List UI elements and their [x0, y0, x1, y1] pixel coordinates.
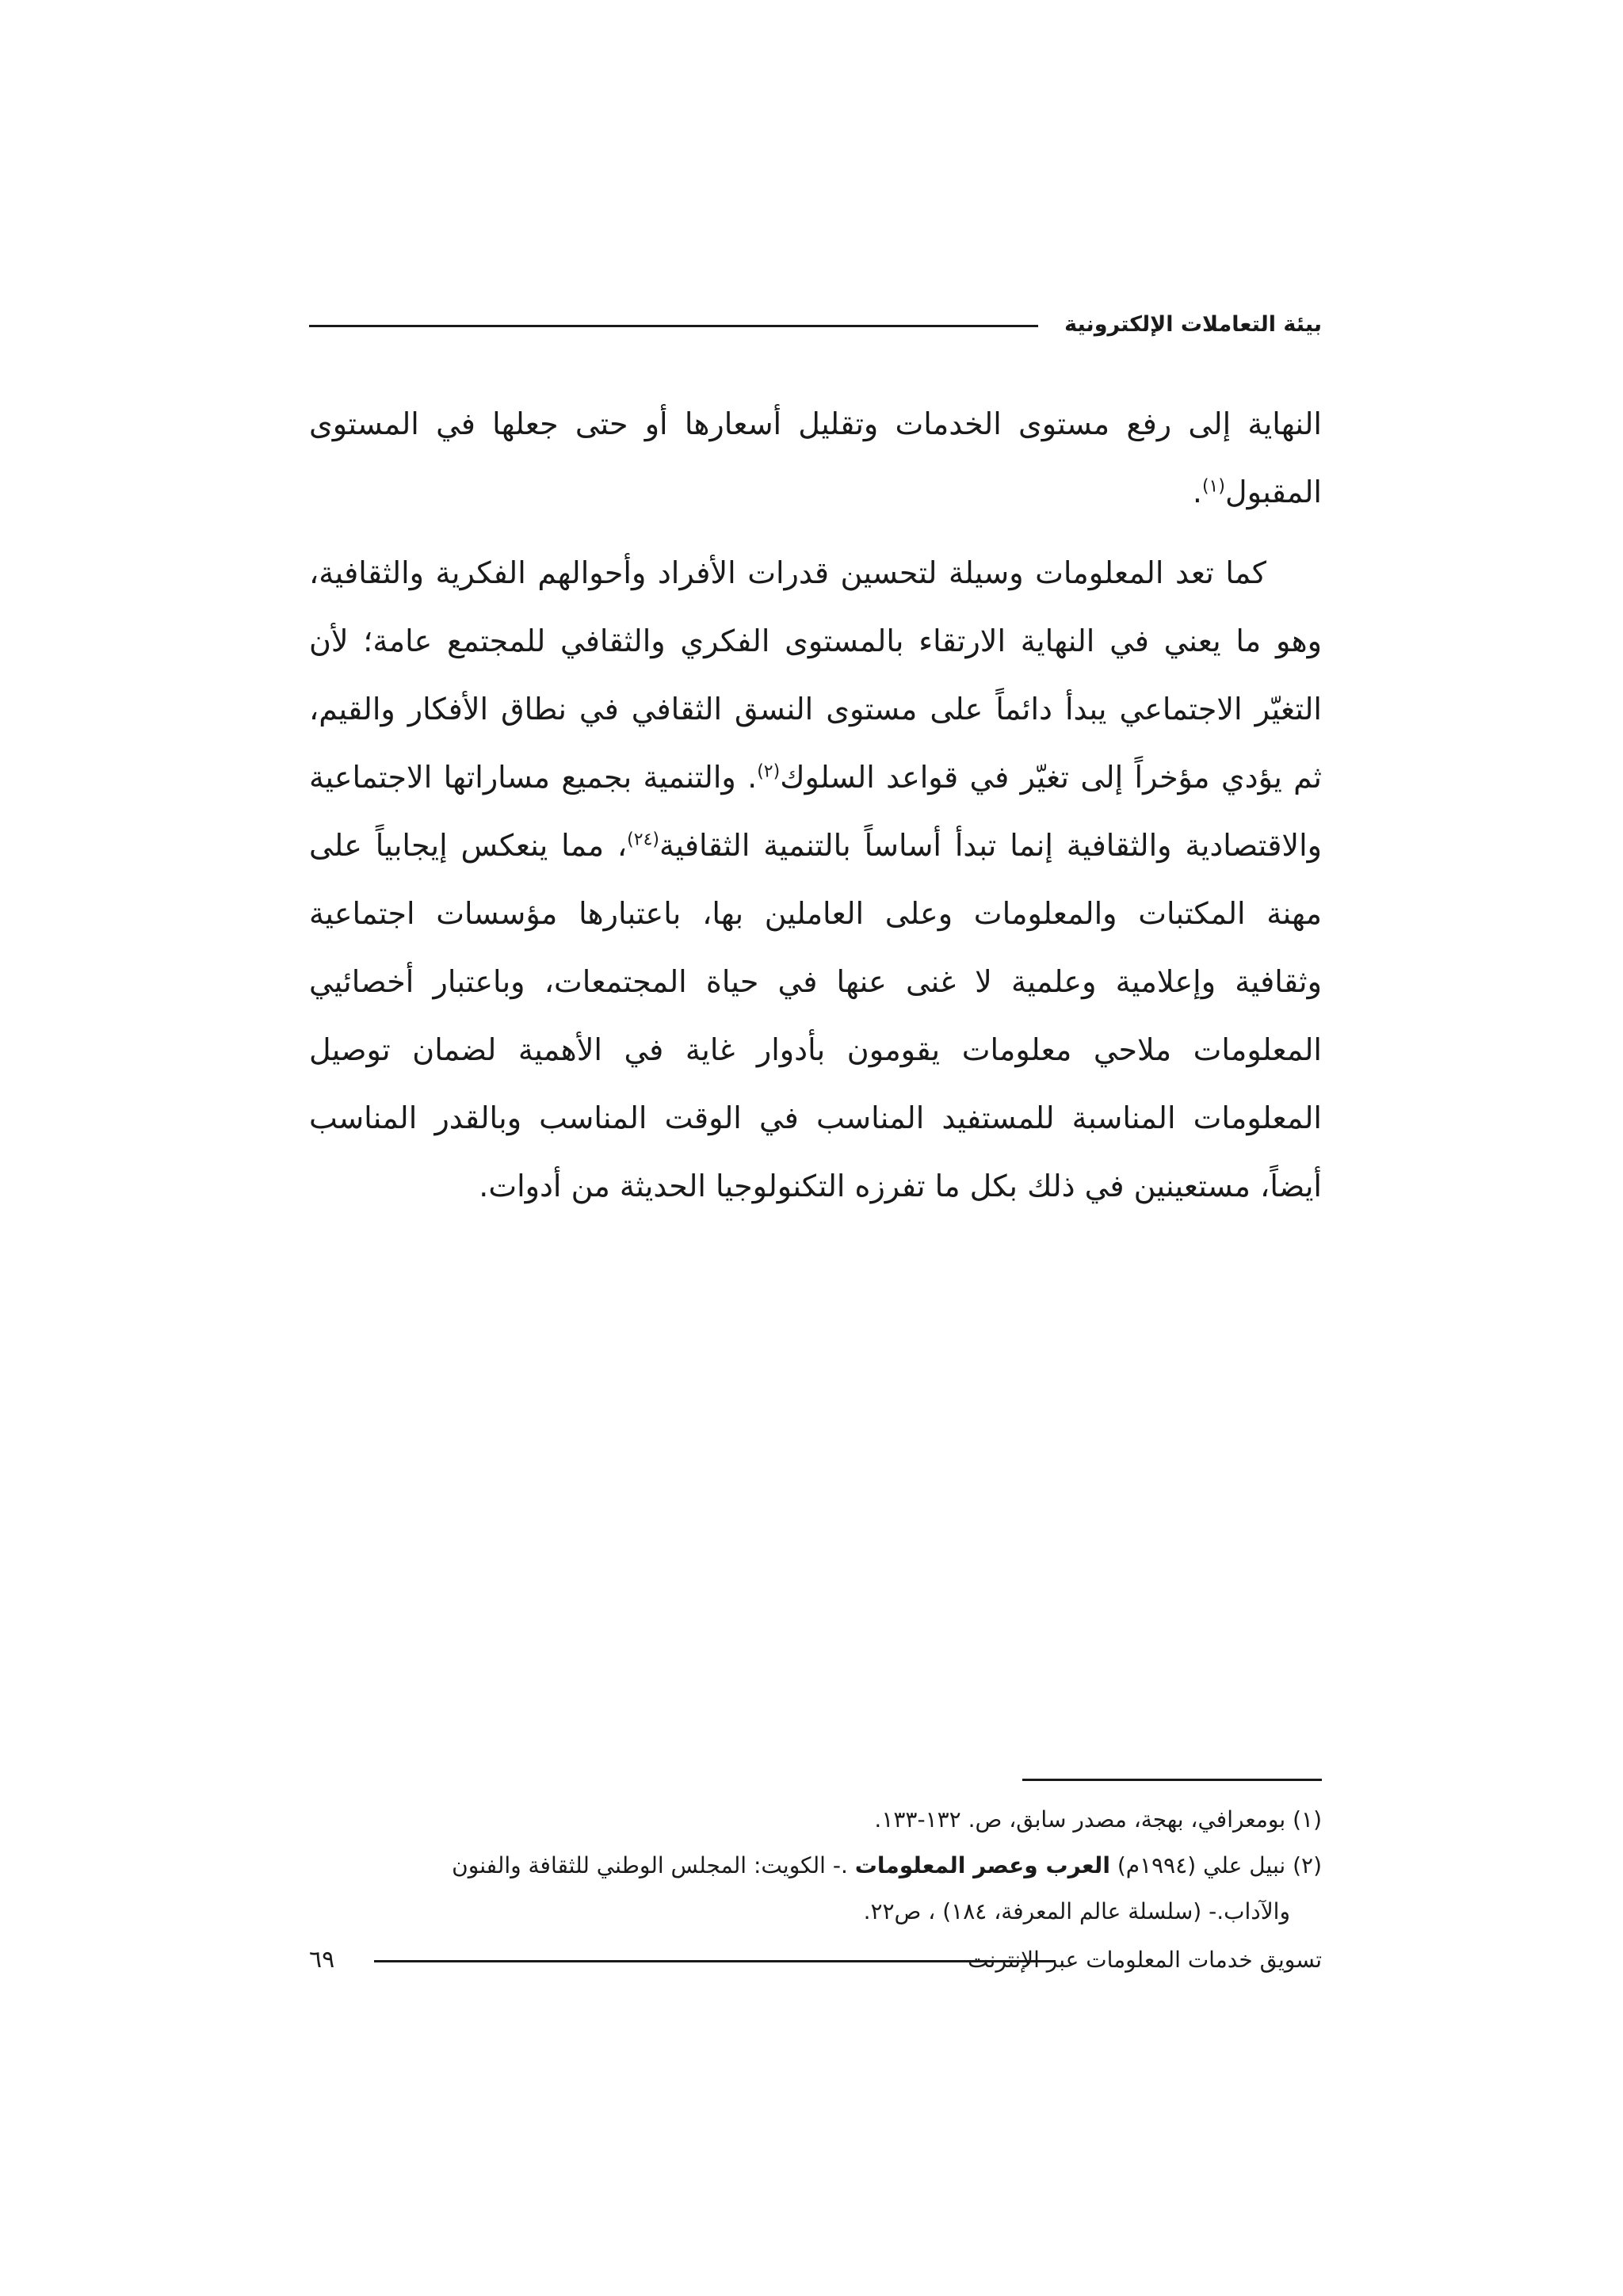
running-footer-rule	[374, 1960, 1056, 1962]
footnote-1: (١) بومعرافي، بهجة، مصدر سابق، ص. ١٣٢-١٣٣.	[874, 1806, 1322, 1833]
running-footer-book-title: تسويق خدمات المعلومات عبر الإنترنت	[968, 1947, 1322, 1973]
footnote-ref-24: (٢٤)	[627, 830, 659, 850]
footnote-2-continuation: والآداب.- (سلسلة عالم المعرفة، ١٨٤) ، ص٢٢.	[863, 1898, 1290, 1924]
paragraph-1-end: .	[1192, 475, 1202, 509]
paragraph-2-part-a: كما تعد المعلومات وسيلة لتحسين قدرات الأفراد وأحوالهم الفكرية والثقافية، وهو ما يعني في النهاية الارتقاء بالمستوى الفكري والثقافي للمجتمع عامة؛ لأن التغيّر الاجتماعي يبدأ دائماً على مستوى النسق الثقافي في نطاق الأفكار والقيم، ثم يؤدي مؤخراً إلى تغيّر في قواعد السلوك	[309, 555, 1323, 795]
footnote-ref-1: (١)	[1201, 476, 1225, 497]
paragraph-1	[309, 390, 1322, 526]
footnote-2-rest: .- الكويت: المجلس الوطني للثقافة والفنون	[452, 1852, 855, 1878]
running-header	[309, 309, 1322, 341]
footnote-2-book-title: العرب وعصر المعلومات	[854, 1852, 1110, 1878]
footnote-2	[309, 1843, 1322, 1889]
running-header-rule	[309, 325, 1038, 327]
running-header-title: بيئة التعاملات الإلكترونية	[1064, 312, 1322, 337]
paragraph-2-part-b: . والتنمية بجميع مساراتها الاجتماعية والاقتصادية والثقافية إنما تبدأ أساساً بالتنمية الثقافية	[309, 760, 1322, 863]
body-text	[309, 390, 1322, 1220]
footnotes	[309, 1797, 1322, 1935]
footnote-ref-2: (٢)	[757, 761, 781, 782]
running-footer	[309, 1943, 1322, 1978]
paragraph-1-text: النهاية إلى رفع مستوى الخدمات وتقليل أسعارها أو حتى جعلها في المستوى المقبول	[309, 406, 1322, 509]
paragraph-2	[309, 539, 1322, 1220]
footnote-separator	[1022, 1779, 1322, 1781]
page-number: ٦٩	[309, 1946, 335, 1974]
paragraph-2-part-c: ، مما ينعكس إيجابياً على مهنة المكتبات والمعلومات وعلى العاملين بها، باعتبارها مؤسسات اجتماعية وثقافية وإعلامية وعلمية لا غنى عنها في حياة المجتمعات، وباعتبار أخصائيي المعلومات ملاحي معلومات يقومون بأدوار غاية في الأهمية لضمان توصيل المعلومات المناسبة للمستفيد المناسب في الوقت المناسب وبالقدر المناسب أيضاً، مستعينين في ذلك بكل ما تفرزه التكنولوجيا الحديثة من أدوات.	[309, 828, 1322, 1203]
footnote-2-prefix: (٢) نبيل علي (١٩٩٤م)	[1109, 1852, 1322, 1878]
